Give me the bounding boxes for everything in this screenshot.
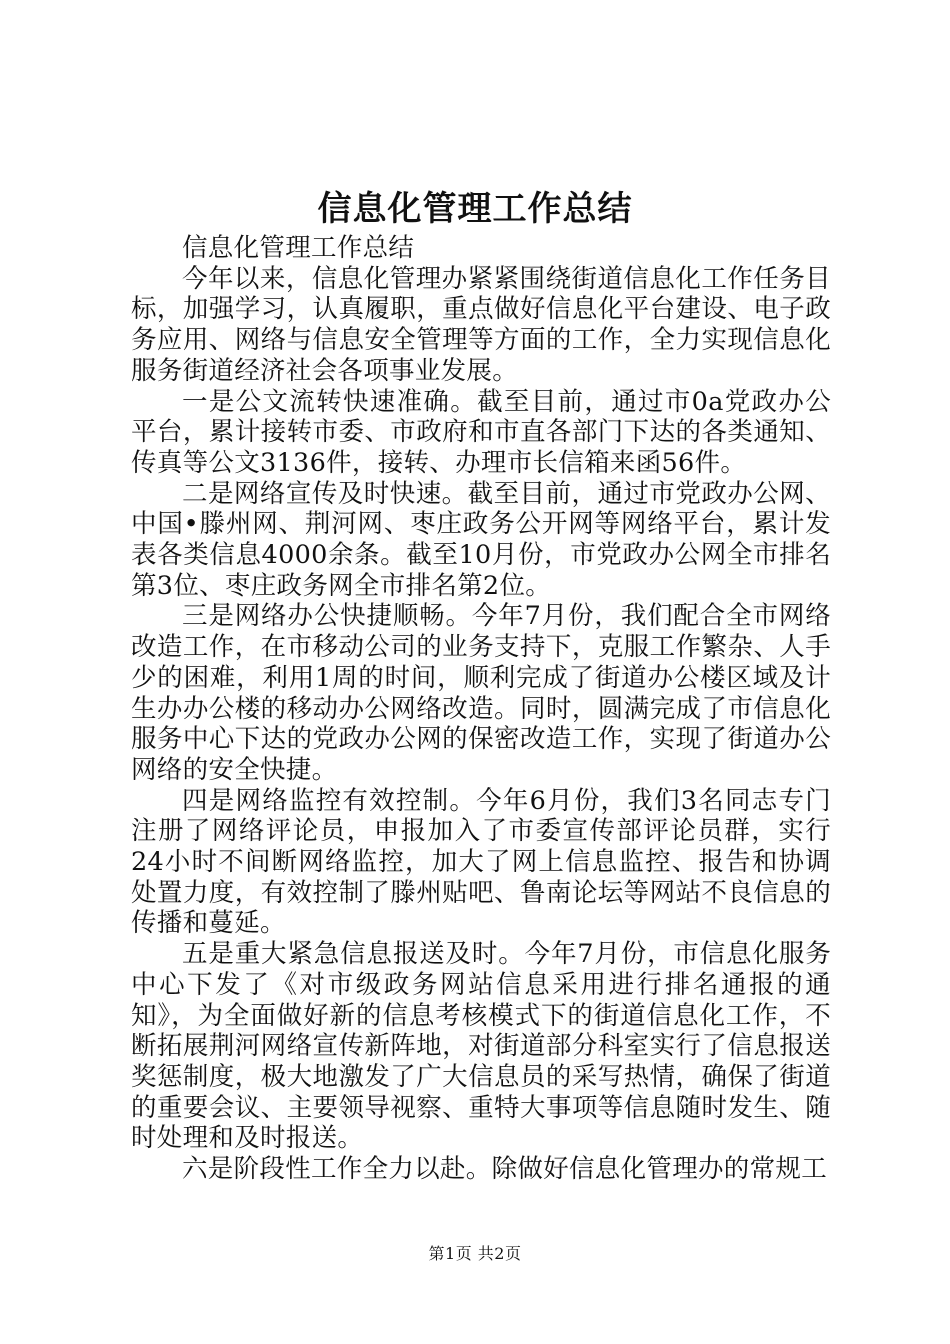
paragraph-item-3: 三是网络办公快捷顺畅。今年7月份，我们配合全市网络改造工作，在市移动公司的业务支持下，克服工作繁杂、人手少的困难，利用1周的时间，顺利完成了街道办公楼区域及计生办办公楼的移动办公网络改造。同时，圆满完成了市信息化服务中心下达的党政办公网的保密改造工作，实现了街道办公网络的安全快捷。 — [131, 601, 831, 785]
paragraph-item-6: 六是阶段性工作全力以赴。除做好信息化管理办的常规工 — [182, 1154, 828, 1185]
document-title: 信息化管理工作总结 — [317, 189, 633, 229]
paragraph-item-2: 二是网络宣传及时快速。截至目前，通过市党政办公网、中国•滕州网、荆河网、枣庄政务公开网等网络平台，累计发表各类信息4000余条。截至10月份，市党政办公网全市排名第3位、枣庄政务网全市排名第2位。 — [131, 478, 831, 601]
paragraph-intro: 今年以来，信息化管理办紧紧围绕街道信息化工作任务目标，加强学习，认真履职，重点做好信息化平台建设、电子政务应用、网络与信息安全管理等方面的工作，全力实现信息化服务街道经济社会各项事业发展。 — [131, 263, 831, 386]
document-body — [131, 233, 831, 1185]
paragraph-item-1: 一是公文流转快速准确。截至目前，通过市0a党政办公平台，累计接转市委、市政府和市直各部门下达的各类通知、传真等公文3136件，接转、办理市长信箱来函56件。 — [131, 386, 831, 478]
paragraph-subtitle: 信息化管理工作总结 — [182, 233, 415, 263]
paragraph-item-5: 五是重大紧急信息报送及时。今年7月份，市信息化服务中心下发了《对市级政务网站信息采用进行排名通报的通知》，为全面做好新的信息考核模式下的街道信息化工作，不断拓展荆河网络宣传新阵地，对街道部分科室实行了信息报送奖惩制度，极大地激发了广大信息员的采写热情，确保了街道的重要会议、主要领导视察、重特大事项等信息随时发生、随时处理和及时报送。 — [131, 939, 831, 1154]
page-footer: 第1页 共2页 — [428, 1244, 522, 1263]
paragraph-item-4: 四是网络监控有效控制。今年6月份，我们3名同志专门注册了网络评论员，申报加入了市委宣传部评论员群，实行24小时不间断网络监控，加大了网上信息监控、报告和协调处置力度，有效控制了滕州贴吧、鲁南论坛等网站不良信息的传播和蔓延。 — [131, 785, 831, 939]
